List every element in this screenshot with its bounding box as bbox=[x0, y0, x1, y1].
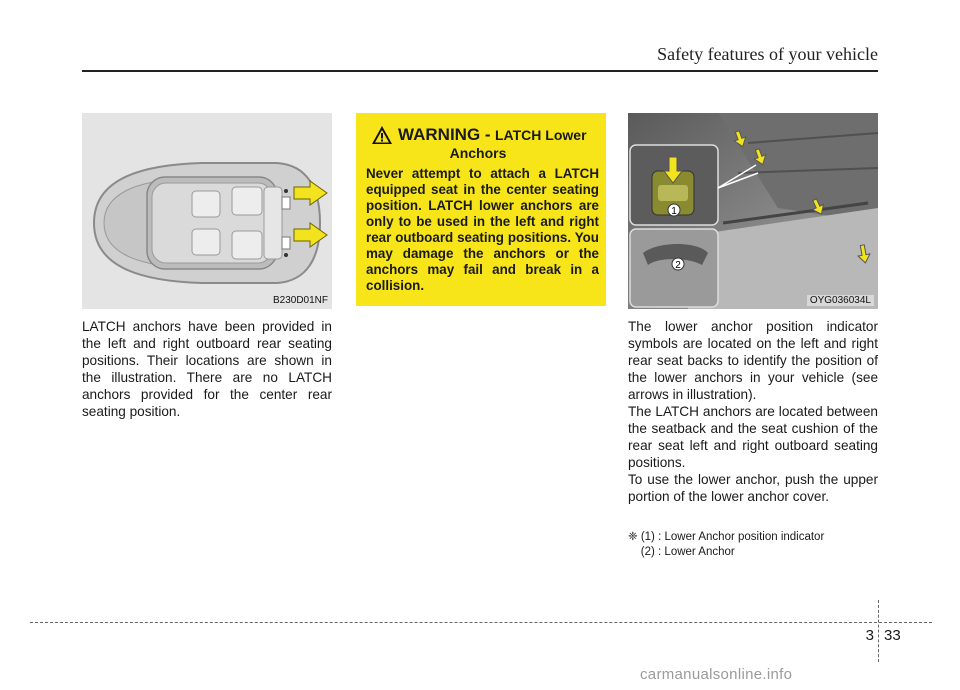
car-top-view-figure bbox=[82, 113, 332, 309]
section-header-title: Safety features of your vehicle bbox=[657, 44, 878, 64]
latch-anchors-paragraph: LATCH anchors have been provided in the left and right outboard rear seating positions. Their locations are shown in the illustration. There are no LATCH anchors provided for the center rear seating position. bbox=[82, 319, 332, 419]
rear-seat-illustration bbox=[628, 113, 878, 309]
watermark: carmanualsonline.info bbox=[640, 666, 793, 683]
rear-seat-photo-figure bbox=[628, 113, 878, 309]
warning-body: Never attempt to attach a LATCH equipped seat in the center seating position. LATCH lower anchors are only to be used in the left and right rear outboard seating positions. You may damage the anchors or the anchors may fail and break in a collision. bbox=[366, 166, 599, 293]
note-line-2: (2) : Lower Anchor bbox=[628, 546, 735, 558]
header-rule bbox=[82, 70, 878, 72]
warning-word: WARNING - bbox=[398, 125, 491, 144]
warning-title-line2: Anchors bbox=[449, 145, 507, 161]
figure-code-seat: OYG036034L bbox=[807, 295, 874, 306]
figure-code-car: B230D01NF bbox=[272, 295, 328, 306]
marker-2-label: 2 bbox=[675, 260, 681, 271]
page-number: 33 bbox=[884, 627, 901, 644]
warning-title-line1: LATCH Lower bbox=[495, 127, 587, 143]
marker-1-label: 1 bbox=[671, 206, 677, 217]
warning-heading bbox=[398, 125, 606, 161]
indicator-paragraph: The lower anchor position indicator symbols are located on the left and right rear seat backs to identify the position of the lower anchors in your vehicle (see arrows in illustration). bbox=[628, 319, 878, 402]
figure-note bbox=[628, 530, 888, 560]
car-top-view-illustration bbox=[82, 113, 332, 309]
location-paragraph: The LATCH anchors are located between the seatback and the seat cushion of the rear seat left and right outboard seating positions. bbox=[628, 404, 878, 470]
warning-box bbox=[356, 113, 606, 306]
usage-paragraph: To use the lower anchor, push the upper portion of the lower anchor cover. bbox=[628, 472, 878, 504]
footer-divider bbox=[878, 600, 879, 662]
footer-rule bbox=[30, 622, 932, 623]
warning-triangle-icon bbox=[371, 125, 393, 145]
note-line-1: ❈ (1) : Lower Anchor position indicator bbox=[628, 531, 825, 543]
chapter-number: 3 bbox=[865, 627, 874, 644]
